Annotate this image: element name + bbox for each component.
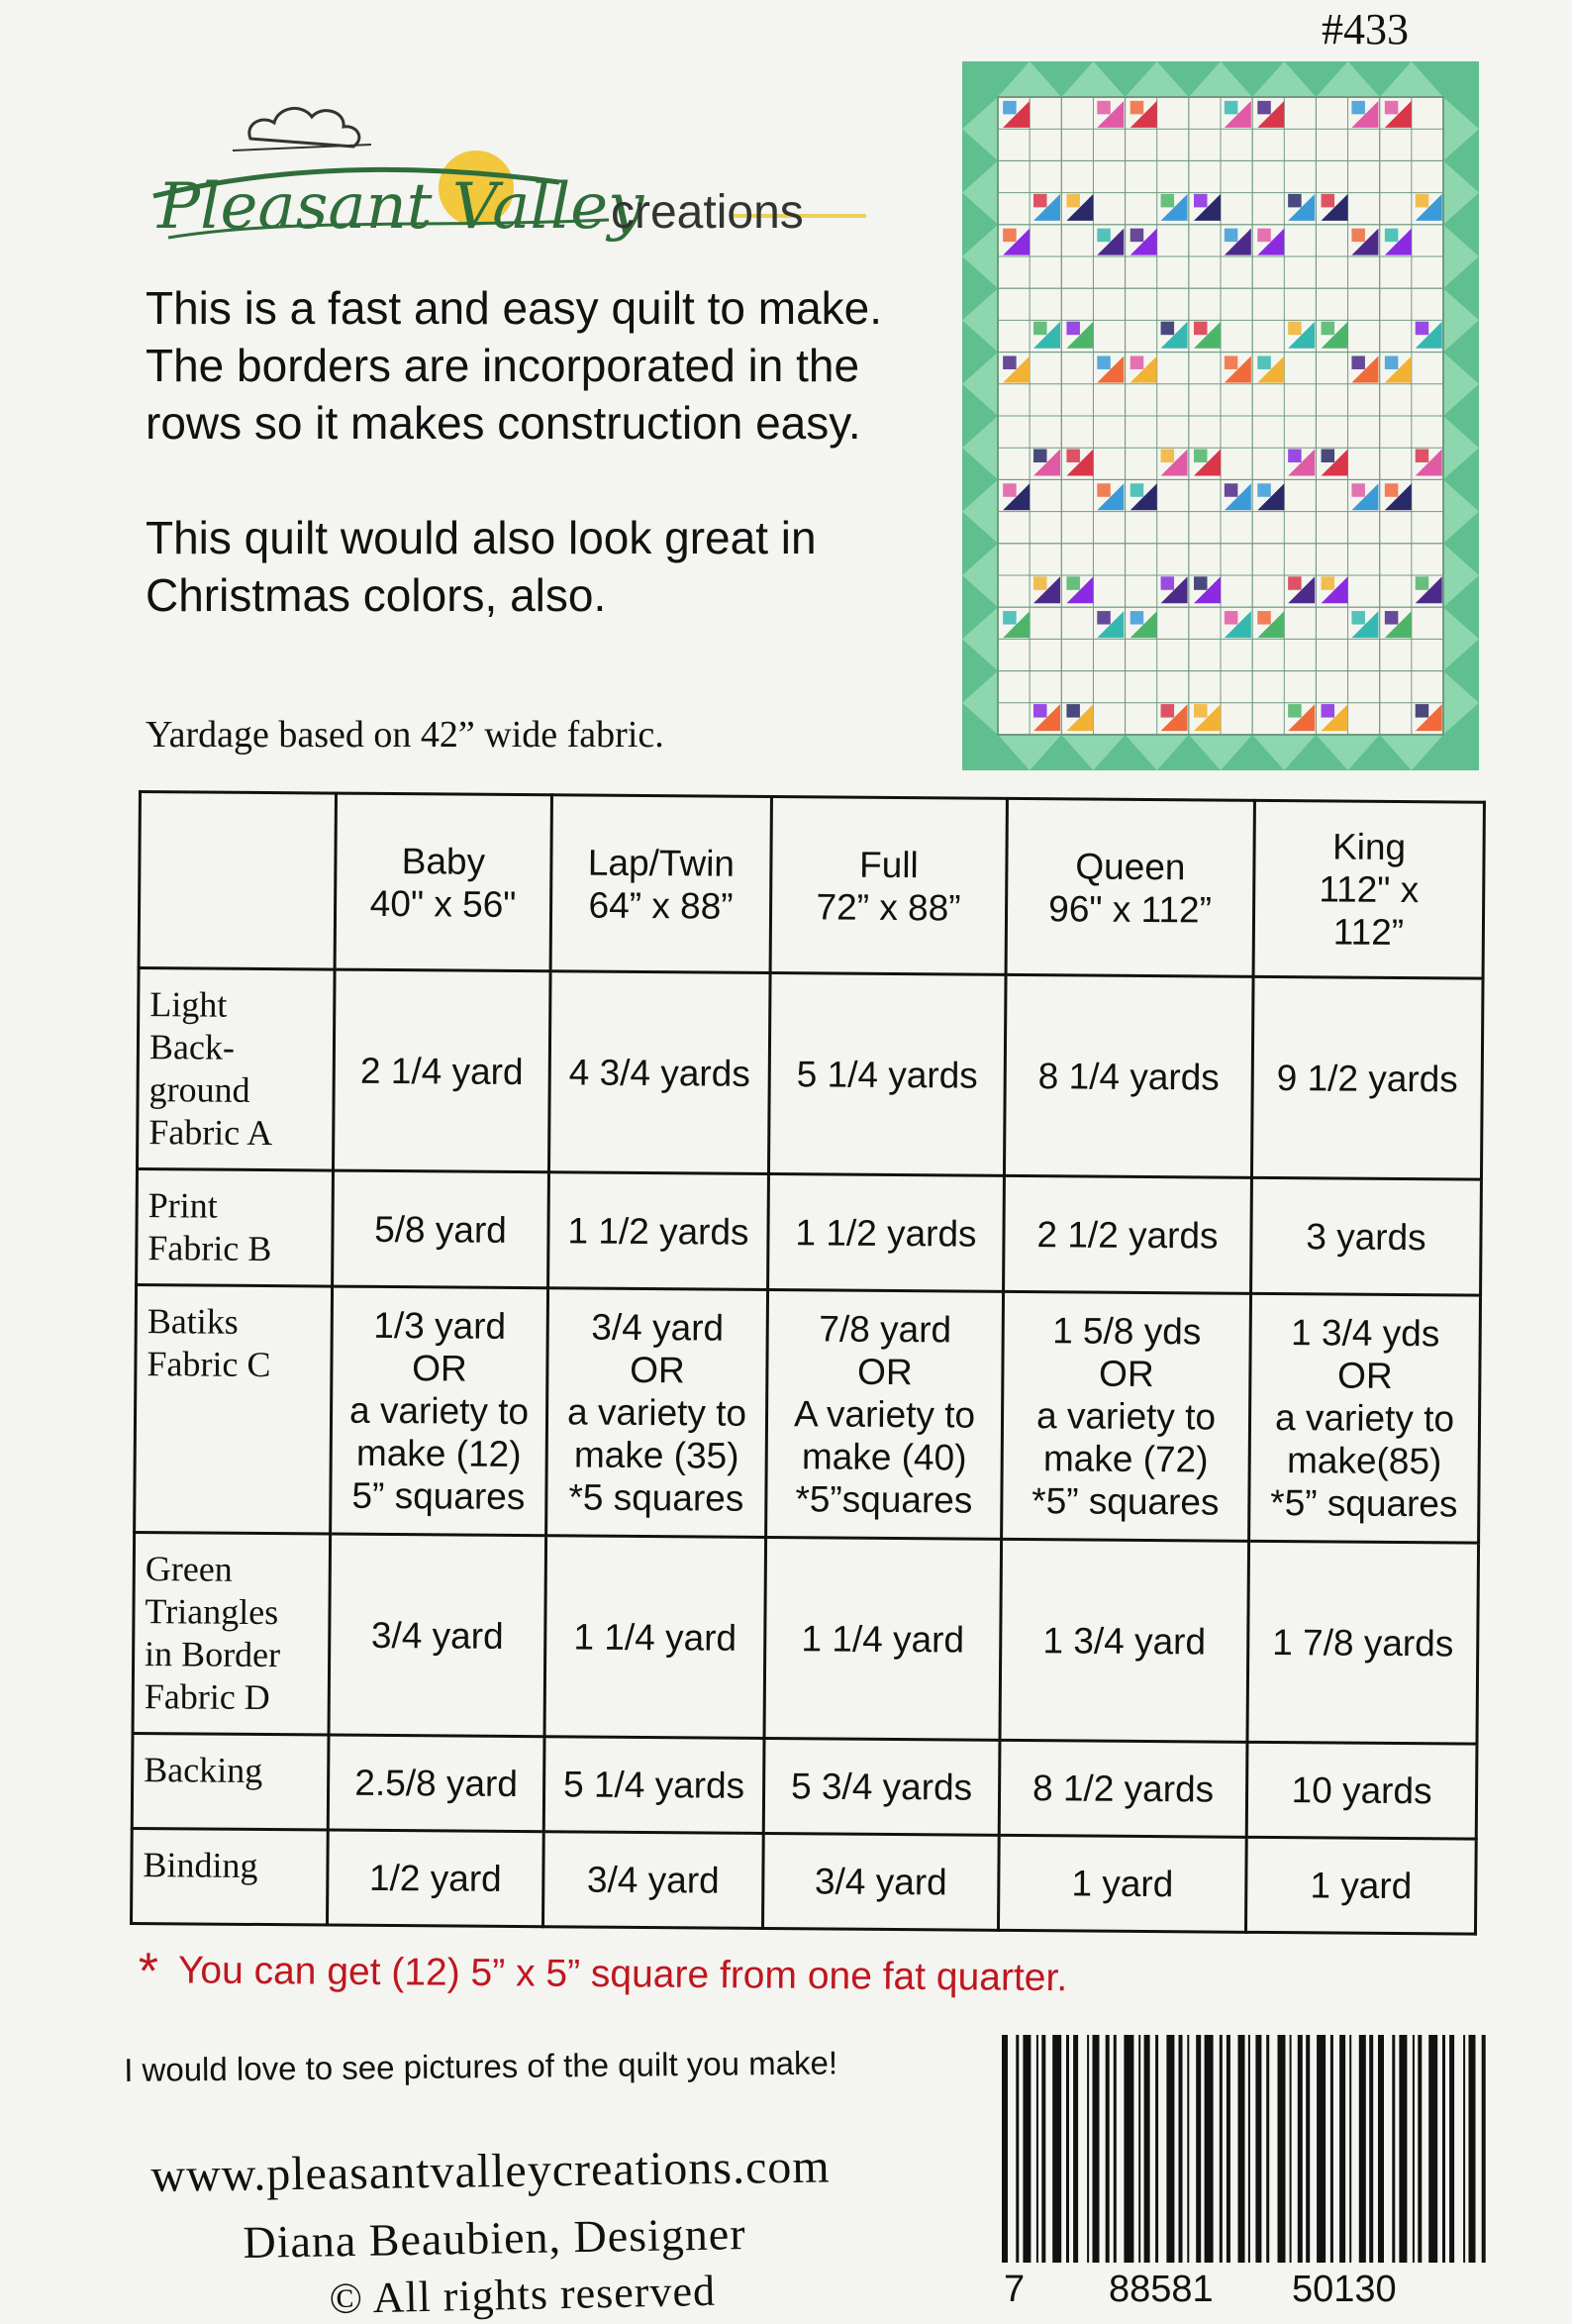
barcode-bar	[1359, 2035, 1366, 2265]
barcode-bar	[1066, 2035, 1069, 2265]
yardage-table	[130, 790, 1486, 1936]
barcode-bar	[1413, 2035, 1415, 2265]
barcode-bar	[1238, 2035, 1245, 2265]
quilt-print-square	[1130, 611, 1144, 625]
barcode-bar	[1463, 2035, 1465, 2265]
footnote	[138, 1936, 1067, 2003]
quilt-print-square	[1066, 449, 1080, 462]
table-cell: 1 1/4 yard	[544, 1536, 766, 1739]
table-cell: 1 1/4 yard	[764, 1537, 1002, 1740]
quilt-print-square	[1003, 229, 1016, 243]
quilt-print-square	[1257, 483, 1271, 497]
barcode-digits	[1000, 2263, 1495, 2319]
quilt-print-square	[1385, 101, 1399, 115]
table-cell: 1/3 yard OR a variety to make (12) 5” squares	[331, 1286, 548, 1536]
barcode-bar	[1428, 2035, 1437, 2265]
table-row	[132, 1733, 1477, 1839]
quilt-image	[962, 61, 1479, 770]
quilt-print-square	[1385, 355, 1399, 369]
barcode-bar	[1442, 2035, 1445, 2265]
table-cell: 3/4 yard	[762, 1833, 999, 1930]
barcode-bar	[1349, 2035, 1351, 2265]
barcode-bar	[1418, 2035, 1422, 2265]
quilt-print-square	[1066, 576, 1080, 590]
quilt-print-square	[1161, 449, 1175, 462]
barcode-digits-left: 88581	[1109, 2269, 1214, 2310]
quilt-print-square	[1416, 449, 1429, 462]
table-cell: 5/8 yard	[333, 1170, 549, 1288]
table-cell: 3 yards	[1251, 1177, 1482, 1295]
quilt-print-square	[1385, 483, 1399, 497]
barcode-bar	[1087, 2035, 1089, 2265]
header-cell-full: Full 72” x 88”	[770, 797, 1007, 975]
quilt-print-square	[1322, 194, 1335, 208]
table-cell: 1 yard	[1245, 1837, 1476, 1934]
quilt-print-square	[1003, 101, 1016, 115]
quilt-print-square	[1033, 194, 1047, 208]
table-cell: 1 3/4 yds OR a variety to make(85) *5” squares	[1249, 1293, 1481, 1543]
barcode-bar	[1392, 2035, 1395, 2265]
header-cell-king: King 112" x 112”	[1253, 800, 1484, 978]
barcode-bar	[1052, 2035, 1061, 2265]
quilt-print-square	[1097, 101, 1111, 115]
quilt-print-square	[1322, 322, 1335, 336]
quilt-print-square	[1066, 704, 1080, 718]
barcode-bar	[1330, 2035, 1333, 2265]
quilt-print-square	[1288, 449, 1302, 462]
quilt-print-square	[1003, 483, 1016, 497]
barcode-bar	[1482, 2035, 1486, 2265]
quilt-print-square	[1257, 611, 1271, 625]
quilt-print-square	[1097, 483, 1111, 497]
table-cell: 2.5/8 yard	[328, 1735, 544, 1832]
quilt-print-square	[1225, 483, 1238, 497]
row-label: Binding	[132, 1828, 329, 1925]
brand-creations: creations	[611, 186, 804, 239]
barcode-bar	[1124, 2035, 1133, 2265]
intro-text	[146, 279, 967, 681]
quilt-print-square	[1288, 322, 1302, 336]
quilt-print-square	[1322, 449, 1335, 462]
brand-script: Pleasant Valley	[157, 170, 644, 244]
header-cell-queen: Queen 96" x 112”	[1006, 798, 1254, 976]
table-row	[137, 968, 1483, 1180]
quilt-print-square	[1130, 355, 1144, 369]
quilt-print-square	[1003, 355, 1016, 369]
footnote-text: You can get (12) 5” x 5” square from one fat quarter.	[177, 1949, 1068, 2000]
barcode-bar	[1205, 2035, 1214, 2265]
quilt-print-square	[1161, 704, 1175, 718]
quilt-print-square	[1130, 101, 1144, 115]
quilt-print-square	[1351, 483, 1365, 497]
quilt-print-square	[1416, 576, 1429, 590]
table-row	[135, 1284, 1481, 1543]
table-header-row	[139, 792, 1484, 979]
table-cell: 1 5/8 yds OR a variety to make (72) *5” squares	[1002, 1291, 1251, 1541]
quilt-print-square	[1161, 322, 1175, 336]
row-label: Print Fabric B	[137, 1169, 334, 1287]
quilt-print-square	[1322, 576, 1335, 590]
quilt-print-square	[1194, 194, 1208, 208]
row-label: Backing	[132, 1733, 329, 1830]
copyright: © All rights reserved	[329, 2266, 717, 2323]
barcode-bar	[1187, 2035, 1189, 2265]
quilt-print-square	[1097, 229, 1111, 243]
table-cell: 5 3/4 yards	[763, 1738, 1000, 1835]
barcode-bar	[1106, 2035, 1110, 2265]
quilt-print-square	[1066, 194, 1080, 208]
quilt-print-square	[1194, 576, 1208, 590]
quilt-print-square	[1225, 611, 1238, 625]
table-cell: 9 1/2 yards	[1251, 976, 1483, 1179]
quilt-print-square	[1003, 611, 1016, 625]
quilt-print-square	[1385, 611, 1399, 625]
table-cell: 5 1/4 yards	[543, 1737, 764, 1834]
barcode-digits-right: 50130	[1292, 2269, 1397, 2310]
table-cell: 1 yard	[998, 1835, 1246, 1932]
designer-credit: Diana Beaubien, Designer	[243, 2208, 746, 2268]
table-cell: 7/8 yard OR A variety to make (40) *5”squares	[766, 1290, 1004, 1540]
website-url: www.pleasantvalleycreations.com	[150, 2140, 831, 2202]
barcode-bar	[1093, 2035, 1100, 2265]
row-label: Batiks Fabric C	[135, 1284, 333, 1534]
quilt-print-square	[1225, 101, 1238, 115]
table-cell: 1 3/4 yard	[1000, 1539, 1249, 1742]
barcode-bar	[1179, 2035, 1183, 2265]
quilt-print-square	[1385, 229, 1399, 243]
quilt-print-square	[1416, 322, 1429, 336]
quilt-print-square	[1225, 355, 1238, 369]
quilt-print-square	[1194, 704, 1208, 718]
table-cell: 4 3/4 yards	[548, 971, 770, 1174]
barcode-bar	[1369, 2035, 1373, 2265]
quilt-print-square	[1194, 449, 1208, 462]
table-cell: 10 yards	[1246, 1742, 1477, 1839]
quilt-print-square	[1351, 101, 1365, 115]
quilt-print-square	[1288, 704, 1302, 718]
quilt-print-square	[1161, 194, 1175, 208]
cloud-icon	[233, 108, 371, 151]
barcode-bar	[1220, 2035, 1223, 2265]
barcode-bar	[1002, 2035, 1008, 2265]
barcode-bar	[1155, 2035, 1158, 2265]
barcode-bar	[1138, 2035, 1140, 2265]
table-row	[133, 1532, 1479, 1744]
barcode-bar	[1023, 2035, 1031, 2265]
pattern-number: #433	[1322, 5, 1409, 53]
love-note: I would love to see pictures of the quilt you make!	[124, 2044, 838, 2088]
table-row	[132, 1828, 1477, 1934]
table-cell: 1/2 yard	[328, 1830, 544, 1927]
header-cell-empty	[139, 792, 336, 970]
table-cell: 1 1/2 yards	[548, 1172, 769, 1290]
table-cell: 2 1/4 yard	[333, 969, 550, 1172]
quilt-print-square	[1033, 704, 1047, 718]
table-cell: 8 1/2 yards	[999, 1740, 1247, 1837]
quilt-print-square	[1288, 194, 1302, 208]
quilt-print-square	[1288, 576, 1302, 590]
barcode-bar	[1290, 2035, 1292, 2265]
row-label: Green Triangles in Border Fabric D	[133, 1532, 331, 1735]
header-cell-lap-twin: Lap/Twin 64” x 88”	[550, 795, 771, 973]
barcode-bar	[1306, 2035, 1310, 2265]
quilt-print-square	[1416, 194, 1429, 208]
table-cell: 3/4 yard	[329, 1534, 546, 1737]
quilt-print-square	[1257, 229, 1271, 243]
brand-logo	[134, 79, 876, 277]
barcode-digit-start: 7	[1004, 2269, 1026, 2310]
table-cell: 1 1/2 yards	[768, 1174, 1005, 1292]
quilt-print-square	[1416, 704, 1429, 718]
quilt-print-square	[1194, 322, 1208, 336]
row-label: Light Back- ground Fabric A	[137, 968, 335, 1171]
barcode-bar	[1255, 2035, 1261, 2265]
table-cell: 8 1/4 yards	[1004, 974, 1253, 1177]
quilt-print-square	[1097, 355, 1111, 369]
barcode-bar	[1298, 2035, 1303, 2265]
barcode-bar	[1227, 2035, 1230, 2265]
quilt-print-square	[1130, 229, 1144, 243]
barcode-bar	[1266, 2035, 1269, 2265]
barcode-bar	[1317, 2035, 1326, 2265]
table-cell: 2 1/2 yards	[1004, 1175, 1252, 1293]
barcode-bar	[1449, 2035, 1454, 2265]
quilt-print-square	[1351, 611, 1365, 625]
barcode-bar	[1399, 2035, 1407, 2265]
quilt-print-square	[1257, 101, 1271, 115]
asterisk-icon: *	[138, 1942, 159, 2001]
quilt-print-square	[1130, 483, 1144, 497]
intro-paragraph-2: This quilt would also look great in Christmas colors, also.	[146, 512, 817, 621]
table-cell: 3/4 yard OR a variety to make (35) *5 squares	[546, 1288, 768, 1538]
table-cell: 3/4 yard	[542, 1832, 763, 1929]
quilt-print-square	[1322, 704, 1335, 718]
barcode-bar	[1073, 2035, 1078, 2265]
intro-paragraph-1: This is a fast and easy quilt to make. The borders are incorporated in the rows so it makes construction easy.	[146, 282, 883, 449]
barcode	[1000, 2035, 1495, 2319]
quilt-print-square	[1351, 229, 1365, 243]
table-cell: 1 7/8 yards	[1247, 1541, 1479, 1744]
quilt-print-square	[1351, 355, 1365, 369]
quilt-print-square	[1257, 355, 1271, 369]
barcode-bar	[1378, 2035, 1384, 2265]
barcode-bar	[1278, 2035, 1286, 2265]
barcode-bar	[1469, 2035, 1476, 2265]
barcode-bar	[1144, 2035, 1150, 2265]
quilt-print-square	[1033, 449, 1047, 462]
header-cell-baby: Baby 40" x 56"	[335, 793, 551, 971]
quilt-print-square	[1225, 229, 1238, 243]
table-row	[137, 1169, 1482, 1296]
barcode-bar	[1339, 2035, 1345, 2265]
table-cell: 5 1/4 yards	[768, 973, 1006, 1176]
quilt-print-square	[1097, 611, 1111, 625]
barcode-bar	[1114, 2035, 1117, 2265]
barcode-bar	[1036, 2035, 1038, 2265]
quilt-print-square	[1161, 576, 1175, 590]
yardage-note: Yardage based on 42” wide fabric.	[146, 714, 664, 756]
quilt-print-square	[1066, 322, 1080, 336]
barcode-bar	[1196, 2035, 1201, 2265]
quilt-print-square	[1033, 322, 1047, 336]
quilt-print-square	[1033, 576, 1047, 590]
barcode-bar	[1041, 2035, 1045, 2265]
barcode-bar	[1248, 2035, 1250, 2265]
barcode-bar	[1016, 2035, 1019, 2265]
barcode-bar	[1166, 2035, 1174, 2265]
